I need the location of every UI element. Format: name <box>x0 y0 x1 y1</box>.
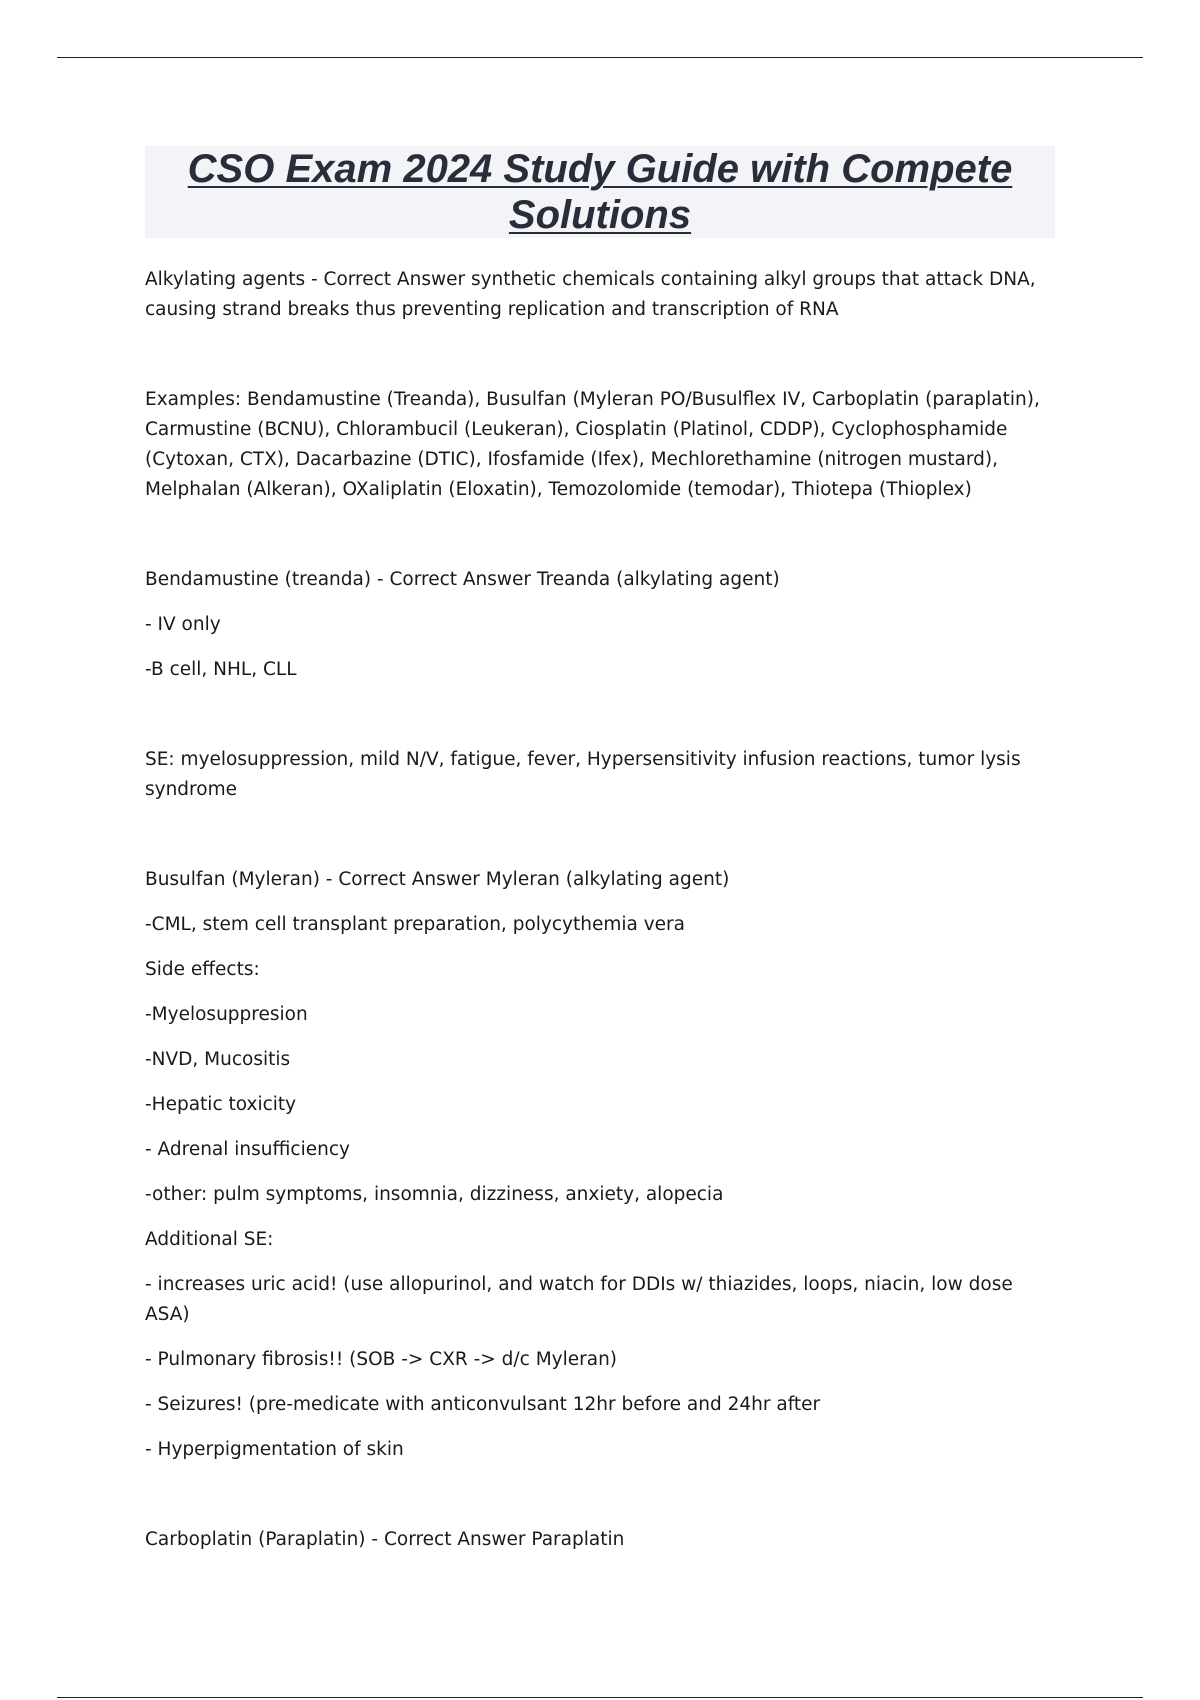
busulfan-se-adrenal: - Adrenal insufficiency <box>145 1139 350 1160</box>
spacer <box>145 595 1045 610</box>
spacer <box>145 325 1045 385</box>
spacer <box>145 1420 1045 1435</box>
bottom-rule <box>57 1697 1143 1698</box>
busulfan-add-uric-acid: - increases uric acid! (use allopurinol, and watch for DDIs w/ thiazides, loops, niacin, low dose ASA) <box>145 1274 1013 1325</box>
bendamustine-item-indication: -B cell, NHL, CLL <box>145 659 297 680</box>
title-line-1: CSO Exam 2024 Study Guide with Compete <box>187 147 1013 191</box>
bendamustine-se-line-2: syndrome <box>145 779 237 800</box>
spacer <box>145 1330 1045 1345</box>
spacer <box>145 685 1045 745</box>
busulfan-add-seizures: - Seizures! (pre-medicate with anticonvulsant 12hr before and 24hr after <box>145 1394 821 1415</box>
examples-line-1: Examples: Bendamustine (Treanda), Busulfan (Myleran PO/Busulflex IV, Carboplatin (paraplatin), <box>145 389 1040 410</box>
busulfan-se-other: -other: pulm symptoms, insomnia, dizziness, anxiety, alopecia <box>145 1184 724 1205</box>
spacer <box>145 1165 1045 1180</box>
busulfan-add-hyperpigmentation: - Hyperpigmentation of skin <box>145 1439 404 1460</box>
spacer <box>145 1075 1045 1090</box>
busulfan-indication: -CML, stem cell transplant preparation, polycythemia vera <box>145 914 685 935</box>
busulfan-add-pulmonary: - Pulmonary fibrosis!! (SOB -> CXR -> d/c Myleran) <box>145 1349 618 1370</box>
spacer <box>145 805 1045 865</box>
busulfan-additional-label: Additional SE: <box>145 1229 274 1250</box>
document-body <box>145 265 1045 1555</box>
spacer <box>145 985 1045 1000</box>
title-line-2: Solutions <box>508 193 692 237</box>
alkylating-definition-line-2: causing strand breaks thus preventing replication and transcription of RNA <box>145 299 839 320</box>
spacer <box>145 895 1045 910</box>
document-title <box>145 146 1055 238</box>
title-banner <box>145 146 1055 238</box>
spacer <box>145 1375 1045 1390</box>
examples-line-3: (Cytoxan, CTX), Dacarbazine (DTIC), Ifosfamide (Ifex), Mechlorethamine (nitrogen mustard), <box>145 449 998 470</box>
bendamustine-heading: Bendamustine (treanda) - Correct Answer Treanda (alkylating agent) <box>145 569 780 590</box>
examples-line-4: Melphalan (Alkeran), OXaliplatin (Eloxatin), Temozolomide (temodar), Thiotepa (Thioplex) <box>145 479 972 500</box>
bendamustine-se-line-1: SE: myelosuppression, mild N/V, fatigue, fever, Hypersensitivity infusion reactions, tumor lysis <box>145 749 1021 770</box>
busulfan-heading: Busulfan (Myleran) - Correct Answer Myleran (alkylating agent) <box>145 869 730 890</box>
spacer <box>145 1030 1045 1045</box>
carboplatin-heading: Carboplatin (Paraplatin) - Correct Answer Paraplatin <box>145 1529 625 1550</box>
spacer <box>145 1255 1045 1270</box>
spacer <box>145 1465 1045 1525</box>
spacer <box>145 1120 1045 1135</box>
spacer <box>145 940 1045 955</box>
busulfan-se-hepatic: -Hepatic toxicity <box>145 1094 297 1115</box>
alkylating-definition-line-1: Alkylating agents - Correct Answer synthetic chemicals containing alkyl groups that attack DNA, <box>145 269 1036 290</box>
busulfan-se-myelosuppression: -Myelosuppresion <box>145 1004 308 1025</box>
spacer <box>145 505 1045 565</box>
spacer <box>145 1210 1045 1225</box>
examples-line-2: Carmustine (BCNU), Chlorambucil (Leukeran), Ciosplatin (Platinol, CDDP), Cyclophosphamide <box>145 419 1008 440</box>
bendamustine-item-iv: - IV only <box>145 614 221 635</box>
busulfan-side-effects-label: Side effects: <box>145 959 260 980</box>
top-rule <box>57 57 1143 58</box>
spacer <box>145 640 1045 655</box>
busulfan-se-nvd: -NVD, Mucositis <box>145 1049 291 1070</box>
